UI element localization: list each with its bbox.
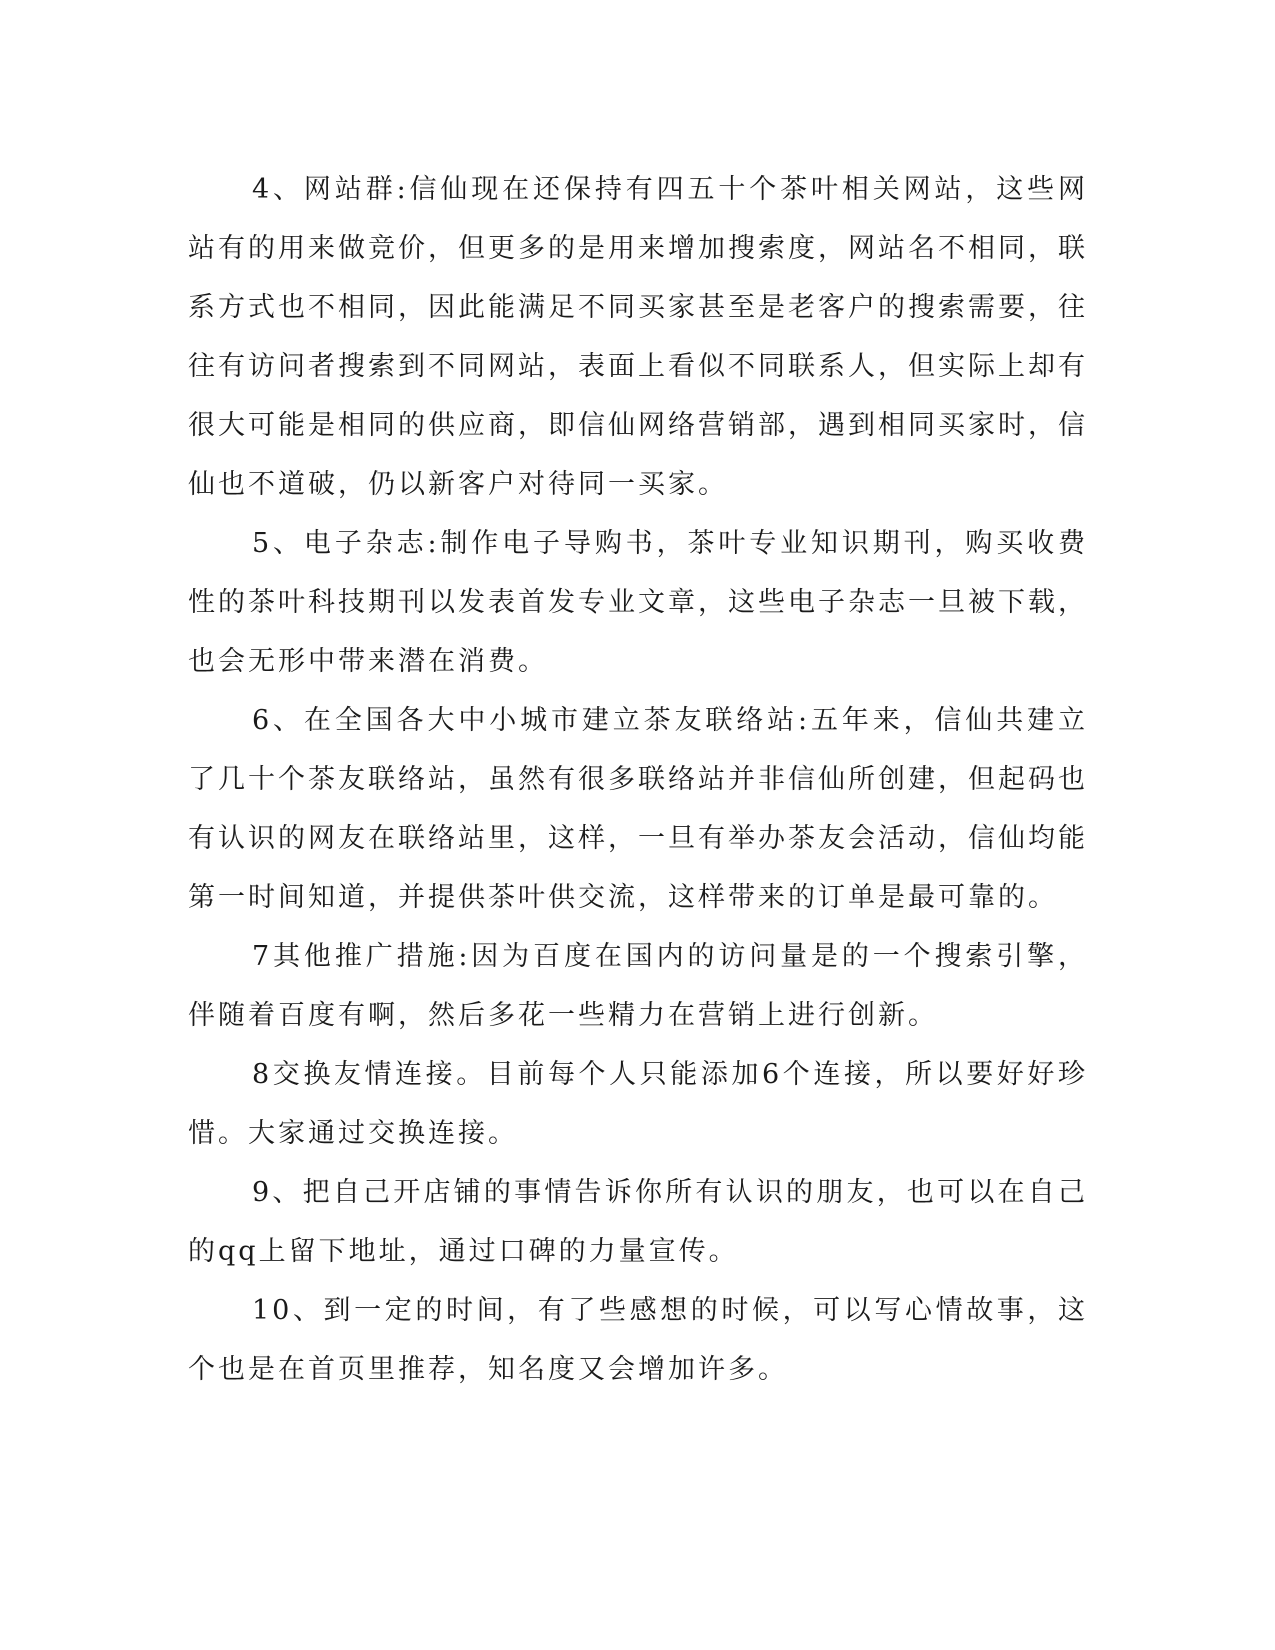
paragraph-e-magazine: 5、电子杂志:制作电子导购书，茶叶专业知识期刊，购买收费性的茶叶科技期刊以发表首发专业文章，这些电子杂志一旦被下载，也会无形中带来潜在消费。 [188, 528, 1088, 677]
paragraph-link-exchange: 8交换友情连接。目前每个人只能添加6个连接，所以要好好珍惜。大家通过交换连接。 [188, 1059, 1088, 1149]
paragraph-website-group: 4、网站群:信仙现在还保持有四五十个茶叶相关网站，这些网站有的用来做竞价，但更多的是用来增加搜索度，网站名不相同，联系方式也不相同，因此能满足不同买家甚至是老客户的搜索需要，往往有访问者搜索到不同网站，表面上看似不同联系人，但实际上却有很大可能是相同的供应商，即信仙网络营销部，遇到相同买家时，信仙也不道破，仍以新客户对待同一买家。 [188, 174, 1088, 500]
paragraph-tea-friend-stations: 6、在全国各大中小城市建立茶友联络站:五年来，信仙共建立了几十个茶友联络站，虽然有很多联络站并非信仙所创建，但起码也有认识的网友在联络站里，这样，一旦有举办茶友会活动，信仙均能第一时间知道，并提供茶叶供交流，这样带来的订单是最可靠的。 [188, 705, 1088, 913]
paragraph-tell-friends: 9、把自己开店铺的事情告诉你所有认识的朋友，也可以在自己的qq上留下地址，通过口碑的力量宣传。 [188, 1177, 1088, 1267]
paragraph-mood-stories: 10、到一定的时间，有了些感想的时候，可以写心情故事，这个也是在首页里推荐，知名度又会增加许多。 [188, 1295, 1088, 1385]
paragraph-other-promotion: 7其他推广措施:因为百度在国内的访问量是的一个搜索引擎，伴随着百度有啊，然后多花一些精力在营销上进行创新。 [188, 941, 1088, 1031]
document-body [188, 160, 1088, 1399]
